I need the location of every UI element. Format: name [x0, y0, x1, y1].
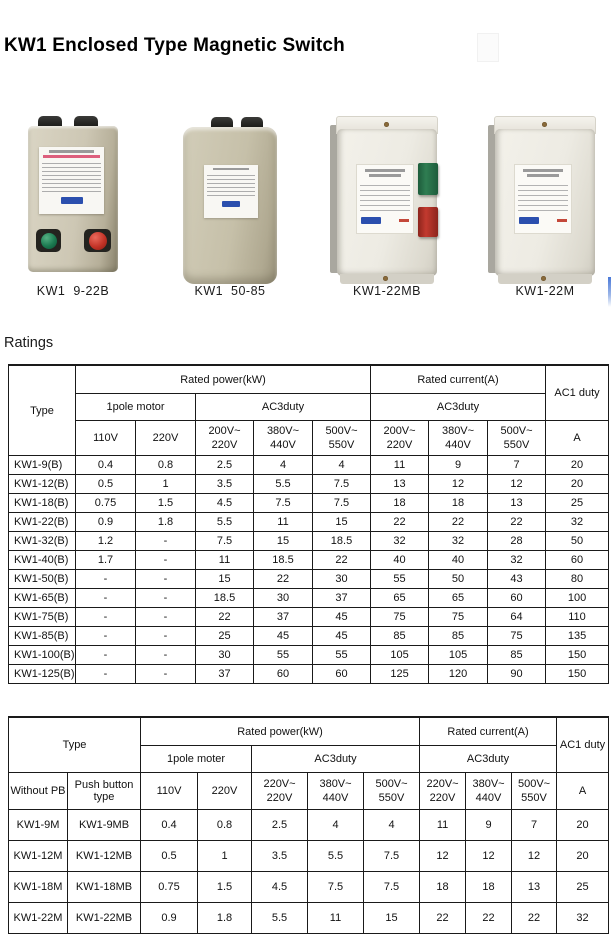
ratings-table-body: [9, 810, 609, 934]
screw-icon: [384, 122, 389, 127]
table-cell: 12: [512, 841, 557, 872]
col-header-220v: 220V: [136, 421, 196, 456]
table-row: [9, 475, 609, 494]
table-cell: 5.5: [254, 475, 313, 494]
table-cell: 3.5: [196, 475, 254, 494]
col-header-110v: 110V: [76, 421, 136, 456]
col-group-rated-current: Rated current(A): [420, 717, 557, 746]
table-cell: KW1-18MB: [68, 872, 141, 903]
table-cell: 30: [254, 589, 313, 608]
table-cell: 7.5: [364, 872, 420, 903]
table-cell: 11: [308, 903, 364, 934]
col-group-ac3duty-power: AC3duty: [196, 394, 371, 421]
col-header-ac1-duty: AC1 duty: [546, 365, 609, 421]
col-group-1pole-moter: 1pole moter: [141, 746, 252, 773]
table-cell: 120: [429, 665, 488, 684]
table-cell: KW1-12M: [9, 841, 68, 872]
table-cell: 18.5: [254, 551, 313, 570]
table-row: [9, 570, 609, 589]
table-cell: 85: [371, 627, 429, 646]
table-cell: 15: [364, 903, 420, 934]
table-cell: KW1-22M: [9, 903, 68, 934]
table-cell: 1: [198, 841, 252, 872]
table-cell: 18: [371, 494, 429, 513]
col-header-220v: 220V: [198, 773, 252, 810]
switch-enclosure: [183, 127, 277, 284]
table-cell: 85: [488, 646, 546, 665]
table-cell: 37: [254, 608, 313, 627]
table-cell: 22: [488, 513, 546, 532]
table-cell: 4: [308, 810, 364, 841]
table-cell: 65: [371, 589, 429, 608]
table-cell: 45: [313, 627, 371, 646]
table-cell: 18: [420, 872, 466, 903]
nameplate-title-line: [523, 169, 563, 172]
nameplate-label: [204, 165, 258, 218]
table-cell: KW1-85(B): [9, 627, 76, 646]
table-row: [9, 589, 609, 608]
col-header-voltage-range: 220V~ 220V: [420, 773, 466, 810]
table-cell: 40: [429, 551, 488, 570]
table-cell: 11: [196, 551, 254, 570]
brand-logo: [361, 217, 381, 224]
table-cell: 0.5: [141, 841, 198, 872]
table-cell: 5.5: [308, 841, 364, 872]
product-caption: KW1 50-85: [194, 284, 266, 298]
stop-button-red: [89, 232, 107, 250]
table-cell: 15: [196, 570, 254, 589]
table-cell: 125: [371, 665, 429, 684]
table-cell: -: [136, 570, 196, 589]
col-header-push-button-type: Push button type: [68, 773, 141, 810]
scan-artifact: [477, 33, 499, 62]
col-header-voltage-range: 200V~ 220V: [371, 421, 429, 456]
brand-logo: [519, 217, 539, 224]
table-cell: KW1-9MB: [68, 810, 141, 841]
table-cell: -: [136, 532, 196, 551]
col-header-voltage-range: 380V~ 440V: [254, 421, 313, 456]
table-cell: KW1-12(B): [9, 475, 76, 494]
table-cell: 0.8: [136, 456, 196, 475]
col-group-ac3duty-current: AC3duty: [420, 746, 557, 773]
table-cell: KW1-32(B): [9, 532, 76, 551]
col-header-without-pb: Without PB: [9, 773, 68, 810]
table-cell: 18.5: [313, 532, 371, 551]
table-cell: KW1-18M: [9, 872, 68, 903]
nameplate-label: [356, 164, 414, 234]
table-cell: -: [136, 646, 196, 665]
table-cell: 90: [488, 665, 546, 684]
table-cell: 7.5: [313, 494, 371, 513]
col-header-voltage-range: 200V~ 220V: [196, 421, 254, 456]
table-cell: 22: [196, 608, 254, 627]
table-cell: 65: [429, 589, 488, 608]
product-photo-kw1-22mb: [330, 116, 444, 284]
table-cell: 12: [466, 841, 512, 872]
table-cell: 75: [429, 608, 488, 627]
nameplate-title-line: [527, 174, 559, 177]
table-cell: 37: [196, 665, 254, 684]
table-cell: 20: [546, 475, 609, 494]
button-recess: [84, 229, 111, 252]
col-header-amp-unit: A: [557, 773, 609, 810]
table-row: [9, 456, 609, 475]
col-header-voltage-range: 500V~ 550V: [488, 421, 546, 456]
table-cell: 9: [466, 810, 512, 841]
table-cell: KW1-9M: [9, 810, 68, 841]
table-cell: 2.5: [196, 456, 254, 475]
table-cell: 9: [429, 456, 488, 475]
table-cell: KW1-125(B): [9, 665, 76, 684]
nameplate-title-line: [49, 150, 94, 153]
table-cell: 135: [546, 627, 609, 646]
col-group-rated-power: Rated power(kW): [76, 365, 371, 394]
table-cell: 3.5: [252, 841, 308, 872]
table-cell: 0.8: [198, 810, 252, 841]
table-cell: 25: [557, 872, 609, 903]
nameplate-spec-lines: [207, 172, 255, 198]
table-cell: 18: [429, 494, 488, 513]
col-header-type: Type: [9, 717, 141, 773]
table-row: [9, 494, 609, 513]
table-cell: 4: [254, 456, 313, 475]
product-caption: KW1 9-22B: [36, 284, 110, 298]
table-row: [9, 513, 609, 532]
nameplate-red-mark: [399, 219, 409, 222]
table-cell: 22: [429, 513, 488, 532]
table-cell: 7.5: [364, 841, 420, 872]
screw-icon: [383, 276, 388, 281]
table-cell: 7.5: [196, 532, 254, 551]
table-cell: 12: [488, 475, 546, 494]
table-row: [9, 810, 609, 841]
col-header-voltage-range: 380V~ 440V: [429, 421, 488, 456]
nameplate-title-line: [213, 168, 249, 170]
table-cell: KW1-75(B): [9, 608, 76, 627]
brand-logo: [61, 197, 83, 204]
nameplate-title-line: [365, 169, 405, 172]
table-cell: 60: [488, 589, 546, 608]
table-cell: 25: [196, 627, 254, 646]
col-header-voltage-range: 500V~ 550V: [512, 773, 557, 810]
table-cell: -: [136, 589, 196, 608]
table-cell: 75: [371, 608, 429, 627]
table-cell: 22: [371, 513, 429, 532]
table-cell: 11: [420, 810, 466, 841]
table-cell: 4: [313, 456, 371, 475]
product-photo-kw1-9-22b: [28, 114, 118, 274]
table-row: [9, 608, 609, 627]
col-header-voltage-range: 500V~ 550V: [313, 421, 371, 456]
table-cell: 5.5: [196, 513, 254, 532]
start-button-green: [418, 163, 438, 195]
nameplate-accent-bar: [43, 155, 100, 158]
table-cell: 7: [488, 456, 546, 475]
table-cell: 30: [313, 570, 371, 589]
table-cell: 32: [371, 532, 429, 551]
table-cell: 13: [512, 872, 557, 903]
table-row: [9, 646, 609, 665]
table-cell: 32: [429, 532, 488, 551]
table-cell: 0.4: [76, 456, 136, 475]
col-group-rated-current: Rated current(A): [371, 365, 546, 394]
table-cell: -: [76, 665, 136, 684]
col-header-voltage-range: 220V~ 220V: [252, 773, 308, 810]
table-cell: 11: [371, 456, 429, 475]
button-recess: [36, 229, 61, 252]
scan-artifact: [608, 277, 611, 307]
table-row: [9, 903, 609, 934]
table-cell: 7.5: [313, 475, 371, 494]
table-cell: 55: [313, 646, 371, 665]
table-cell: -: [136, 551, 196, 570]
ratings-table-b-types: [8, 364, 609, 684]
table-cell: 13: [488, 494, 546, 513]
table-cell: 37: [313, 589, 371, 608]
table-row: [9, 872, 609, 903]
table-cell: 22: [466, 903, 512, 934]
table-cell: 32: [488, 551, 546, 570]
product-caption: KW1-22MB: [353, 284, 421, 298]
table-cell: KW1-12MB: [68, 841, 141, 872]
table-cell: 32: [546, 513, 609, 532]
table-cell: 25: [546, 494, 609, 513]
nameplate-label: [39, 147, 104, 214]
table-cell: 150: [546, 646, 609, 665]
table-cell: -: [136, 665, 196, 684]
table-cell: 85: [429, 627, 488, 646]
table-cell: -: [136, 608, 196, 627]
start-button-green: [41, 233, 57, 249]
table-cell: 22: [313, 551, 371, 570]
table-cell: 4: [364, 810, 420, 841]
table-cell: 30: [196, 646, 254, 665]
table-cell: KW1-22(B): [9, 513, 76, 532]
table-cell: -: [76, 570, 136, 589]
screw-icon: [541, 276, 546, 281]
col-header-voltage-range: 380V~ 440V: [308, 773, 364, 810]
stop-button-red: [418, 207, 438, 237]
table-cell: 50: [429, 570, 488, 589]
table-cell: KW1-9(B): [9, 456, 76, 475]
nameplate-spec-lines: [518, 181, 568, 213]
nameplate-label: [514, 164, 572, 234]
table-cell: 32: [557, 903, 609, 934]
table-cell: 5.5: [252, 903, 308, 934]
table-cell: 22: [512, 903, 557, 934]
table-row: [9, 841, 609, 872]
table-cell: KW1-100(B): [9, 646, 76, 665]
table-cell: 18: [466, 872, 512, 903]
table-cell: 55: [254, 646, 313, 665]
table-cell: 15: [313, 513, 371, 532]
table-cell: 12: [420, 841, 466, 872]
col-header-type: Type: [9, 365, 76, 456]
table-cell: 40: [371, 551, 429, 570]
col-group-rated-power: Rated power(kW): [141, 717, 420, 746]
table-cell: 20: [557, 810, 609, 841]
table-cell: -: [136, 627, 196, 646]
table-cell: -: [76, 627, 136, 646]
nameplate-spec-lines: [360, 181, 410, 213]
table-cell: 13: [371, 475, 429, 494]
table-cell: 18.5: [196, 589, 254, 608]
table-cell: 20: [546, 456, 609, 475]
table-cell: 15: [254, 532, 313, 551]
table-cell: KW1-40(B): [9, 551, 76, 570]
table-cell: 1.2: [76, 532, 136, 551]
table-cell: 55: [371, 570, 429, 589]
table-cell: -: [76, 589, 136, 608]
table-cell: 0.75: [141, 872, 198, 903]
table-cell: 45: [313, 608, 371, 627]
table-cell: 7: [512, 810, 557, 841]
table-cell: 1.8: [198, 903, 252, 934]
ratings-table-body: [9, 456, 609, 684]
table-cell: -: [76, 646, 136, 665]
table-cell: 1.7: [76, 551, 136, 570]
table-cell: 1.5: [136, 494, 196, 513]
table-cell: 7.5: [254, 494, 313, 513]
table-cell: 1: [136, 475, 196, 494]
table-cell: 43: [488, 570, 546, 589]
table-cell: 12: [429, 475, 488, 494]
table-row: [9, 532, 609, 551]
col-header-110v: 110V: [141, 773, 198, 810]
table-cell: 22: [254, 570, 313, 589]
col-group-1pole-motor: 1pole motor: [76, 394, 196, 421]
table-row: [9, 627, 609, 646]
table-cell: 7.5: [308, 872, 364, 903]
nameplate-title-line: [369, 174, 401, 177]
ratings-table-m-types: [8, 716, 609, 934]
table-row: [9, 551, 609, 570]
table-cell: 60: [313, 665, 371, 684]
table-cell: -: [76, 608, 136, 627]
table-cell: 60: [254, 665, 313, 684]
product-photo-kw1-50-85: [183, 114, 277, 284]
table-cell: 1.8: [136, 513, 196, 532]
table-cell: 45: [254, 627, 313, 646]
ratings-heading: Ratings: [4, 335, 54, 351]
table-cell: 60: [546, 551, 609, 570]
product-caption: KW1-22M: [515, 284, 575, 298]
table-cell: 0.9: [76, 513, 136, 532]
col-header-ac1-duty: AC1 duty: [557, 717, 609, 773]
table-cell: KW1-22MB: [68, 903, 141, 934]
table-cell: 100: [546, 589, 609, 608]
nameplate-red-mark: [557, 219, 567, 222]
table-cell: 80: [546, 570, 609, 589]
screw-icon: [542, 122, 547, 127]
table-cell: KW1-65(B): [9, 589, 76, 608]
table-cell: 4.5: [252, 872, 308, 903]
col-header-amp-unit: A: [546, 421, 609, 456]
table-cell: 0.75: [76, 494, 136, 513]
table-cell: 1.5: [198, 872, 252, 903]
table-cell: 110: [546, 608, 609, 627]
table-cell: KW1-18(B): [9, 494, 76, 513]
table-row: [9, 665, 609, 684]
table-cell: 0.5: [76, 475, 136, 494]
table-cell: 20: [557, 841, 609, 872]
table-cell: 0.9: [141, 903, 198, 934]
product-photo-kw1-22m: [488, 116, 602, 284]
col-header-voltage-range: 380V~ 440V: [466, 773, 512, 810]
table-cell: 4.5: [196, 494, 254, 513]
nameplate-spec-lines: [42, 160, 101, 194]
table-cell: 50: [546, 532, 609, 551]
table-cell: 105: [429, 646, 488, 665]
table-cell: KW1-50(B): [9, 570, 76, 589]
table-cell: 64: [488, 608, 546, 627]
col-header-voltage-range: 500V~ 550V: [364, 773, 420, 810]
brand-logo: [222, 201, 240, 207]
table-cell: 75: [488, 627, 546, 646]
col-group-ac3duty-power: AC3duty: [252, 746, 420, 773]
table-cell: 105: [371, 646, 429, 665]
page-title: KW1 Enclosed Type Magnetic Switch: [4, 35, 345, 56]
col-group-ac3duty-current: AC3duty: [371, 394, 546, 421]
table-cell: 22: [420, 903, 466, 934]
table-cell: 0.4: [141, 810, 198, 841]
table-cell: 28: [488, 532, 546, 551]
table-cell: 2.5: [252, 810, 308, 841]
table-cell: 150: [546, 665, 609, 684]
switch-enclosure: [28, 126, 118, 272]
table-cell: 11: [254, 513, 313, 532]
